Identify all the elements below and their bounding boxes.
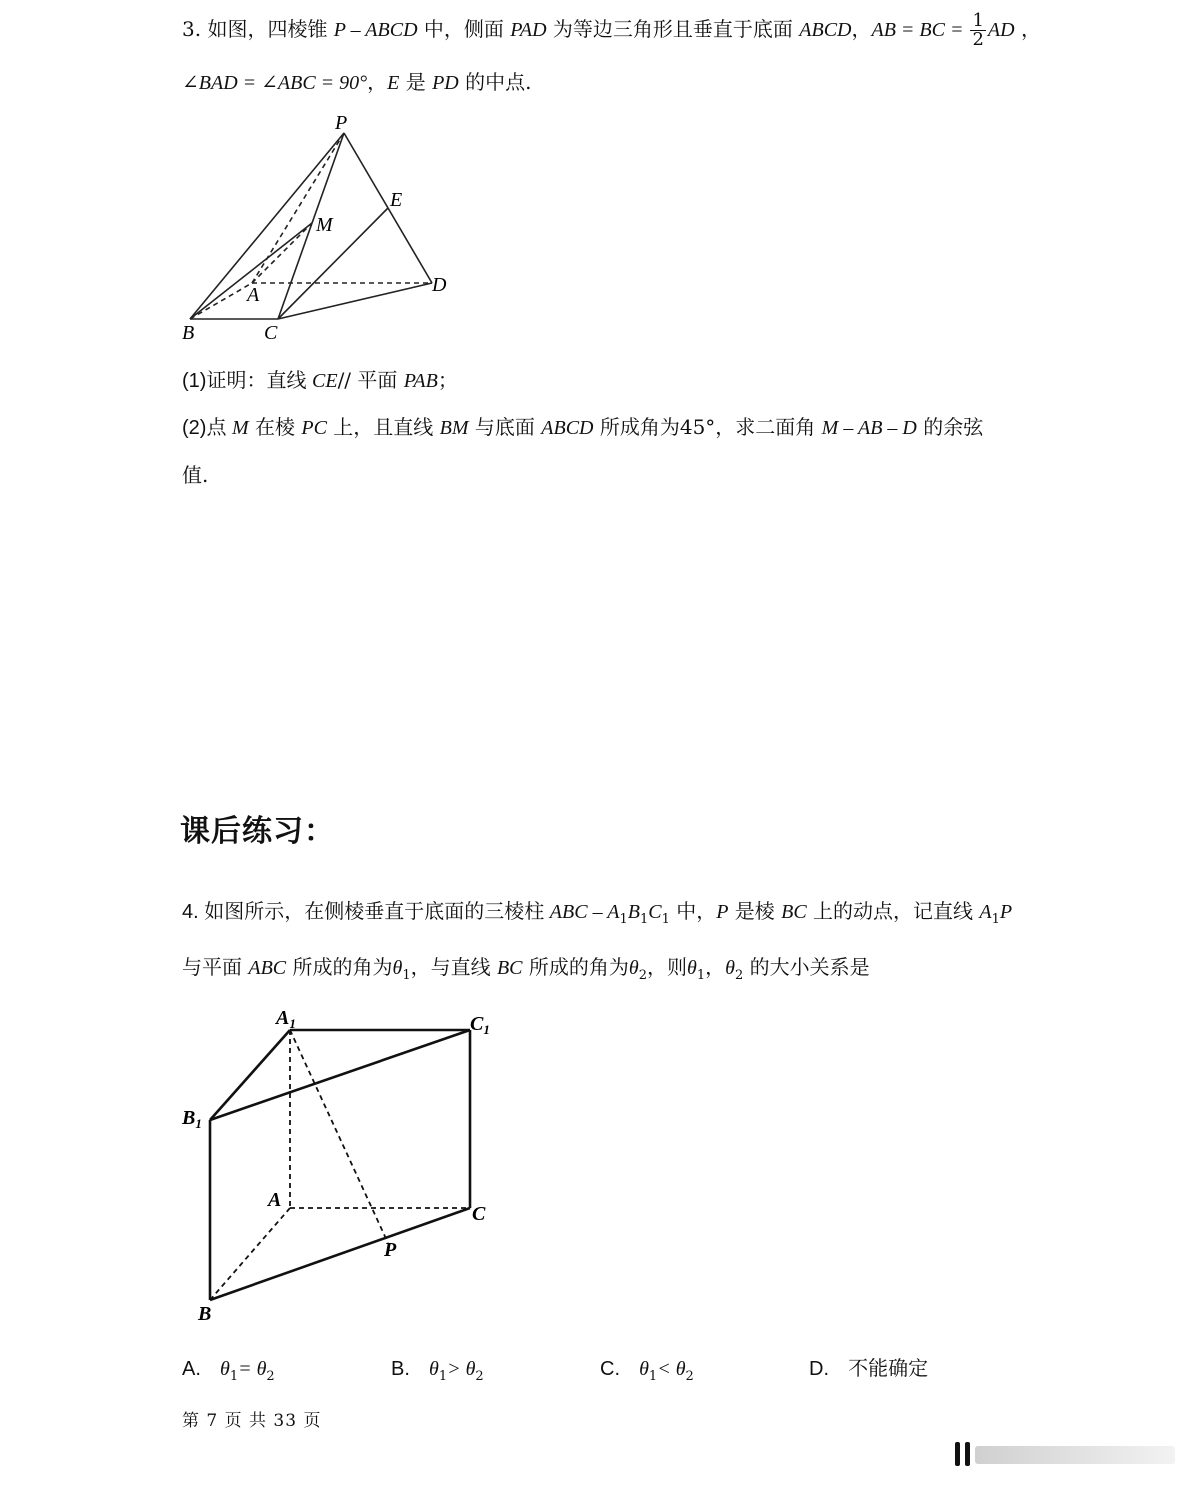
pyramid-figure [170, 105, 470, 350]
option-d[interactable]: D. 不能确定 [809, 1356, 929, 1380]
label-M: M [316, 214, 333, 236]
label-B: B [182, 322, 195, 344]
label-A: A [268, 1189, 282, 1211]
label-A1: $A_1$ [276, 1007, 296, 1031]
option-b[interactable]: B. $\theta_1> \theta_2$ [391, 1358, 484, 1384]
edge-PC [278, 133, 344, 319]
label-E: E [390, 189, 403, 211]
label-B1: $B_1$ [182, 1107, 202, 1131]
label-B: B [198, 1303, 212, 1325]
label-C1: $C_1$ [470, 1013, 490, 1037]
label-A: A [247, 284, 260, 306]
prism-figure [170, 1000, 510, 1330]
section-title: 课后练习： [180, 814, 335, 849]
q3-part2: (2)点 M 在棱 PC 上，且直线 BM 与底面 ABCD 所成角为45°，求二面角 M – AB – D 的余弦 [182, 415, 984, 439]
q3-part2-line2: 值. [182, 463, 209, 487]
label-D: D [432, 274, 447, 296]
scroll-thumb-right [965, 1442, 970, 1466]
edge-A1P [290, 1030, 388, 1243]
q4-line1: 4. 如图所示，在侧棱垂直于底面的三棱柱 ABC – $A_1B_1C_1$ 中，P 是棱 BC 上的动点，记直线 $A_1P$ [182, 899, 1013, 927]
edge-BC [210, 1208, 470, 1300]
scroll-indicator[interactable] [955, 1440, 1175, 1470]
scroll-track [975, 1446, 1175, 1464]
q3-line2: ∠BAD = ∠ABC = 90°，E 是 PD 的中点. [182, 70, 532, 94]
edge-CD [278, 283, 432, 319]
label-P: P [335, 112, 348, 134]
label-P: P [384, 1239, 397, 1261]
q4-line2: 与平面 ABC 所成的角为$\theta_1$，与直线 BC 所成的角为$\theta_2$，则$\theta_1$，$\theta_2$ 的大小关系是 [182, 955, 870, 983]
edge-CE [278, 208, 388, 319]
fraction-half: $\frac{1}{2}$ [972, 10, 984, 50]
label-C: C [472, 1203, 486, 1225]
q3-part1: (1)证明：直线 CE// 平面 PAB； [182, 368, 458, 392]
scroll-thumb-left [955, 1442, 960, 1466]
page-footer: 第 7 页 共 33 页 [182, 1411, 322, 1431]
edge-BA [190, 283, 252, 319]
q3-line1: 3. 如图，四棱锥 P – ABCD 中，侧面 PAD 为等边三角形且垂直于底面 ABCD，AB = BC = $\frac{1}{2}$ AD ， [182, 10, 1041, 50]
option-a[interactable]: A. $\theta_1= \theta_2$ [182, 1358, 275, 1384]
label-C: C [264, 322, 278, 344]
option-c[interactable]: C. $\theta_1< \theta_2$ [600, 1358, 694, 1384]
